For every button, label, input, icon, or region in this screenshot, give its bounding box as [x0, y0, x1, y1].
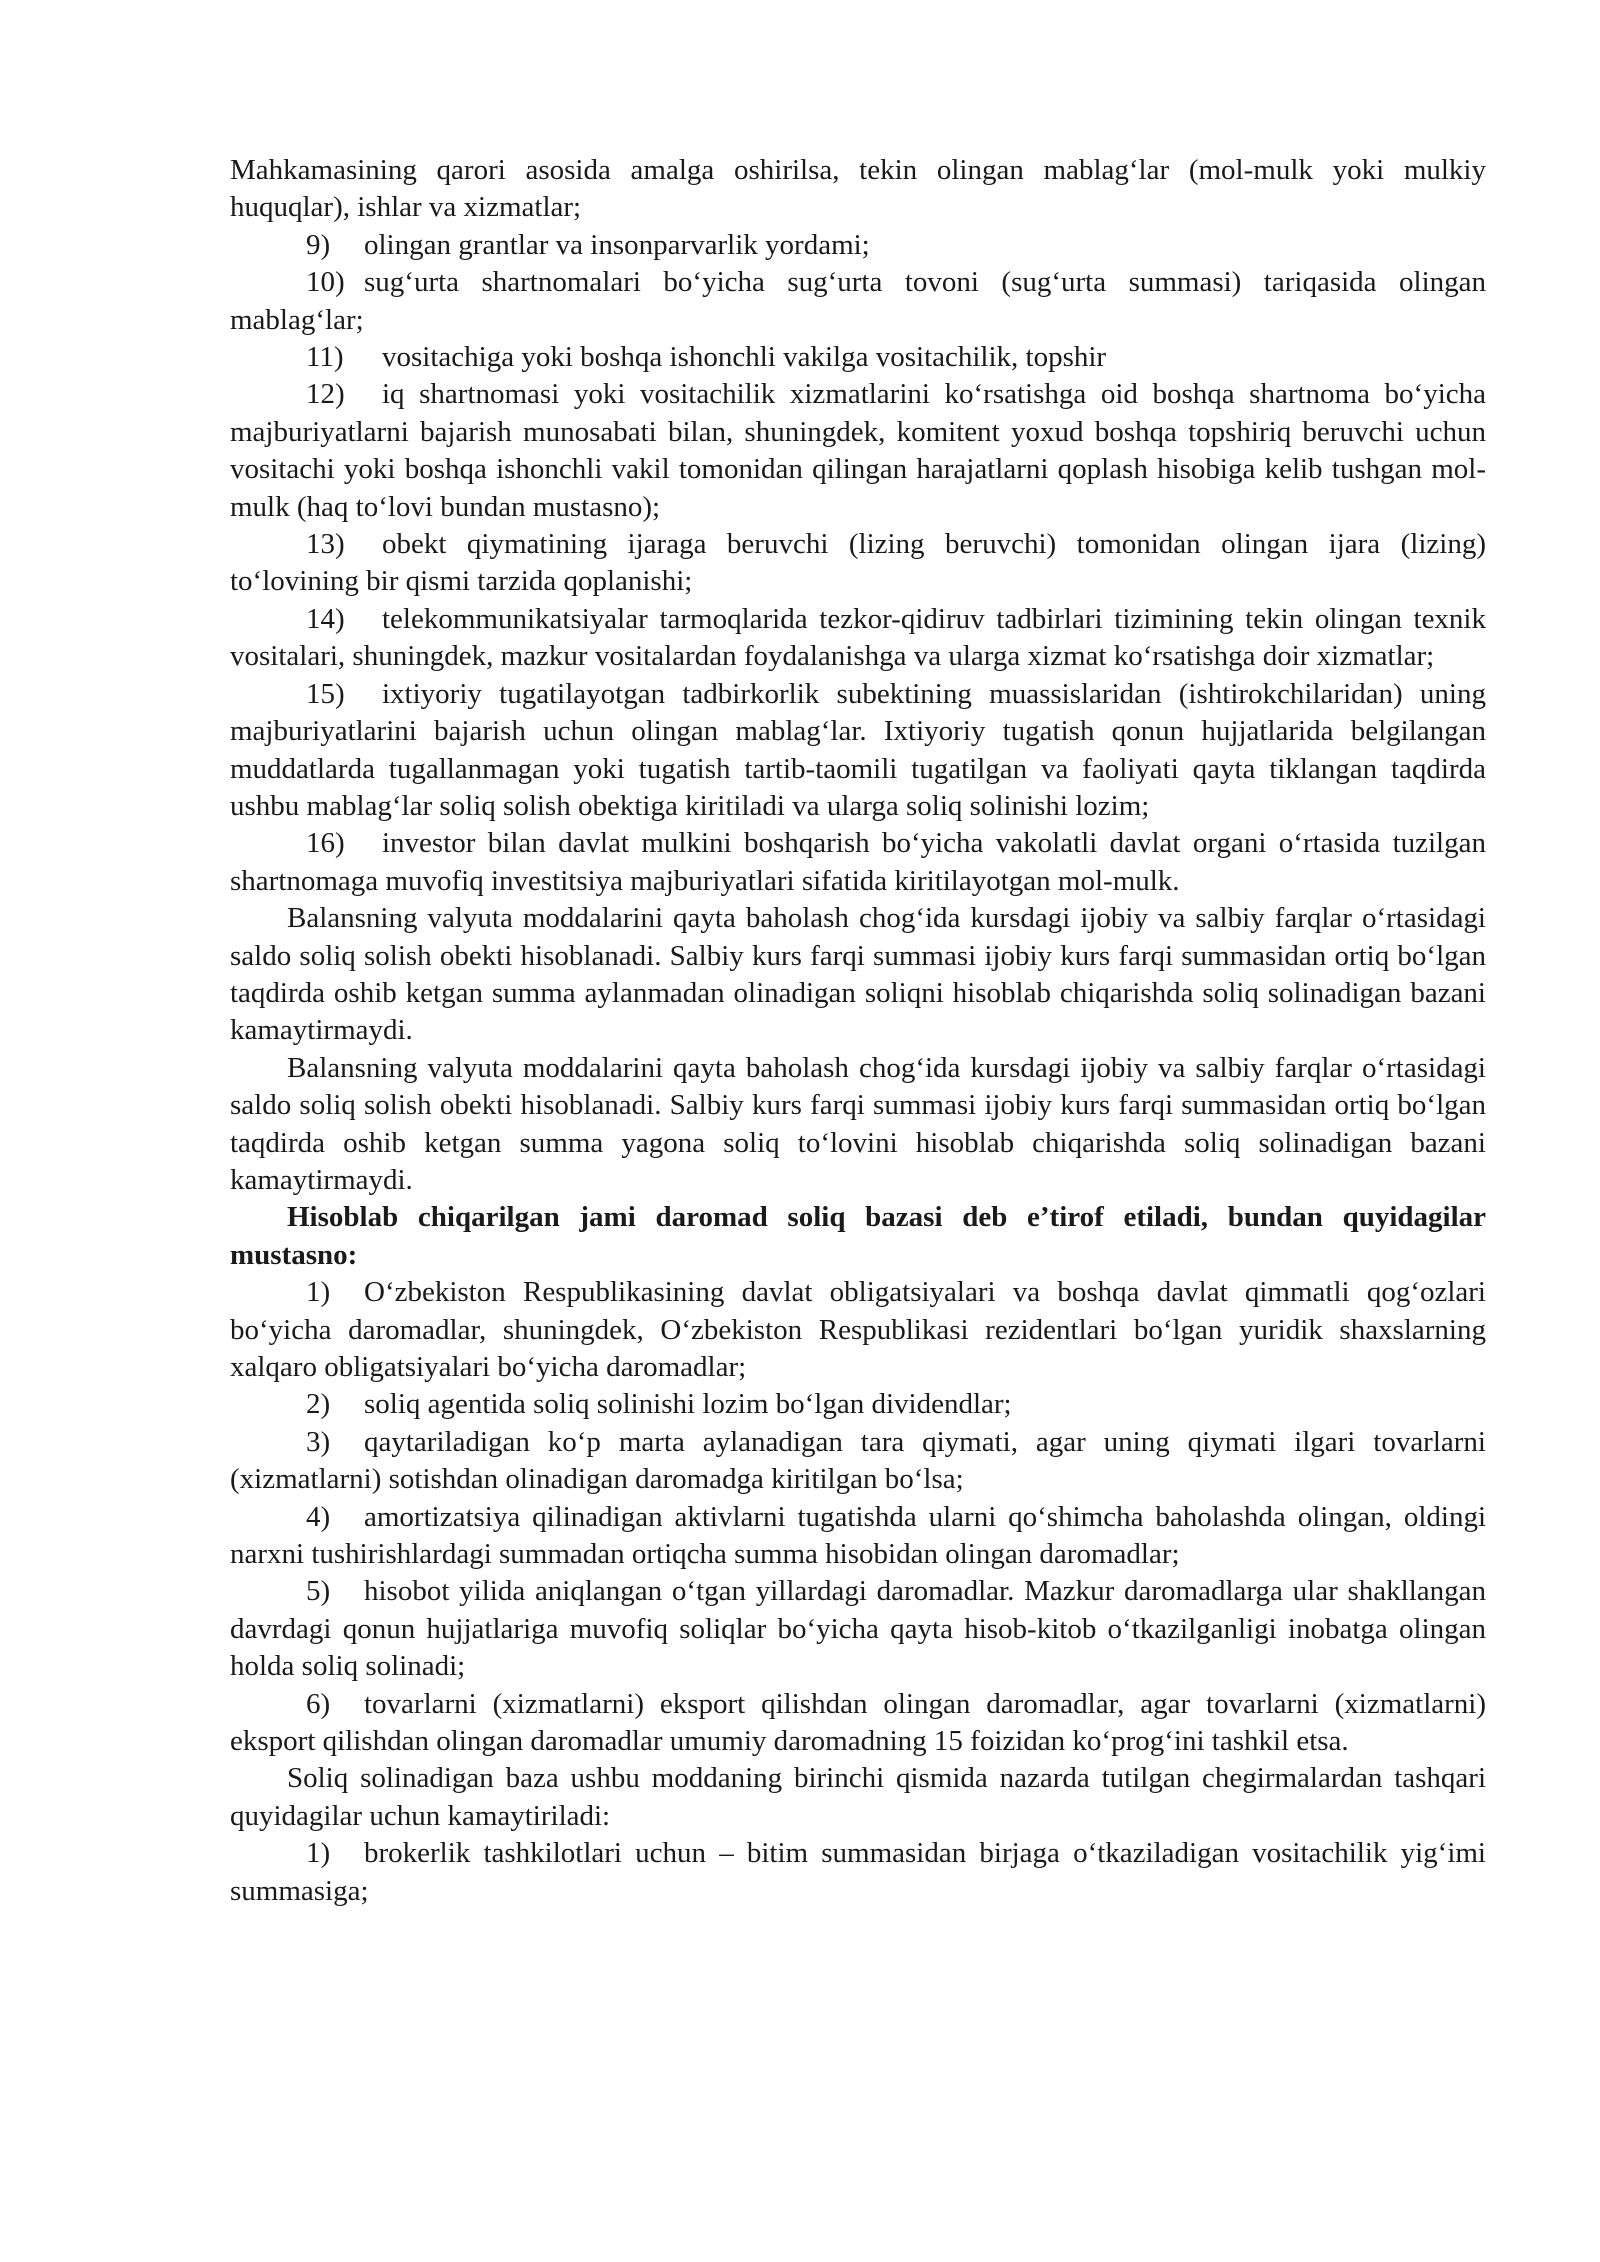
list-text: hisobot yilida aniqlangan o‘tgan yillardagi daromadlar. Mazkur daromadlarga ular shakllangan davrdagi qonun hujjatlariga muvofiq soliqlar bo‘yicha qayta hisob-kitob o‘tkazilganligi inobatga olingan holda soliq solinadi; [230, 1575, 1486, 1683]
list-text: iq shartnomasi yoki vositachilik xizmatlarini ko‘rsatishga oid boshqa shartnoma bo‘yicha majburiyatlarni bajarish munosabati bilan, shuningdek, komitent yoxud boshqa topshiriq beruvchi uchun vositachi yoki boshqa ishonchli vakil tomonidan qilingan harajatlarni qoplash hisobiga kelib tushgan mol-mulk (haq to‘lovi bundan mustasno); [230, 378, 1486, 523]
list-number: 12) [306, 378, 345, 411]
list-number: 2) [306, 1388, 331, 1421]
list-item [230, 264, 1486, 339]
list-text: qaytariladigan ko‘p marta aylanadigan tara qiymati, agar uning qiymati ilgari tovarlarni (xizmatlarni) sotishdan olinadigan daromadga kiritilgan bo‘lsa; [230, 1425, 1486, 1496]
list-item [230, 1499, 1486, 1574]
list-item [230, 1573, 1486, 1685]
list-item [230, 526, 1486, 601]
list-text: ixtiyoriy tugatilayotgan tadbirkorlik subektining muassislaridan (ishtirokchilaridan) uning majburiyatlarini bajarish uchun olingan mablag‘lar. Ixtiyoriy tugatish qonun hujjatlarida belgilangan muddatlarda tugallanmagan yoki tugatish tartib-taomili tugatilgan va faoliyati qayta tiklangan taqdirda ushbu mablag‘lar soliq solish obektiga kiritiladi va ularga soliq solinishi lozim; [230, 677, 1486, 822]
list-item [230, 339, 1486, 376]
body-paragraph: Balansning valyuta moddalarini qayta baholash chog‘ida kursdagi ijobiy va salbiy farqlar o‘rtasidagi saldo soliq solish obekti hisoblanadi. Salbiy kurs farqi summasi ijobiy kurs farqi summasidan ortiq bo‘lgan taqdirda oshib ketgan summa yagona soliq to‘lovini hisoblab chiqarishda soliq solinadigan bazani kamaytirmaydi. [230, 1051, 1486, 1196]
list-text: amortizatsiya qilinadigan aktivlarni tugatishda ularni qo‘shimcha baholashda olingan, oldingi narxni tushirishlardagi summadan ortiqcha summa hisobidan olingan daromadlar; [230, 1500, 1486, 1571]
list-number: 10) [306, 266, 345, 299]
list-item [230, 227, 1486, 264]
continuation-paragraph: Mahkamasining qarori asosida amalga oshirilsa, tekin olingan mablag‘lar (mol-mulk yoki mulkiy huquqlar), ishlar va xizmatlar; [230, 154, 1486, 224]
list-item [230, 825, 1486, 900]
list-text: olingan grantlar va insonparvarlik yordami; [364, 228, 870, 261]
list-text: investor bilan davlat mulkini boshqarish bo‘yicha vakolatli davlat organi o‘rtasida tuzilgan shartnomaga muvofiq investitsiya majburiyatlari sifatida kiritilayotgan mol-mulk. [230, 827, 1486, 897]
list-number: 16) [306, 827, 345, 860]
list-text: brokerlik tashkilotlari uchun – bitim summasidan birjaga o‘tkaziladigan vositachilik yig‘imi summasiga; [230, 1837, 1486, 1907]
list-item [230, 1274, 1486, 1386]
list-item [230, 1424, 1486, 1499]
list-number: 3) [306, 1425, 331, 1458]
list-number: 11) [306, 341, 344, 374]
list-text: O‘zbekiston Respublikasining davlat obligatsiyalari va boshqa davlat qimmatli qog‘ozlari bo‘yicha daromadlar, shuningdek, O‘zbekiston Respublikasi rezidentlari bo‘lgan yuridik shaxslarning xalqaro obligatsiyalari bo‘yicha daromadlar; [230, 1276, 1486, 1383]
bold-heading: Hisoblab chiqarilgan jami daromad soliq bazasi deb e’tirof etiladi, bundan quyidagilar mustasno: [230, 1201, 1486, 1271]
list-text: obekt qiymatining ijaraga beruvchi (lizing beruvchi) tomonidan olingan ijara (lizing) to‘lovining bir qismi tarzida qoplanishi; [230, 528, 1486, 598]
list-text: tovarlarni (xizmatlarni) eksport qilishdan olingan daromadlar, agar tovarlarni (xizmatlarni) eksport qilishdan olingan daromadlar umumiy daromadning 15 foizidan ko‘prog‘ini tashkil etsa. [230, 1687, 1486, 1758]
list-number: 5) [306, 1575, 331, 1608]
list-number: 1) [306, 1276, 331, 1309]
list-number: 1) [306, 1837, 331, 1870]
list-item [230, 676, 1486, 826]
list-item [230, 376, 1486, 526]
list-number: 15) [306, 677, 345, 710]
list-item [230, 1835, 1486, 1910]
body-paragraph: Soliq solinadigan baza ushbu moddaning birinchi qismida nazarda tutilgan chegirmalardan tashqari quyidagilar uchun kamaytiriladi: [230, 1762, 1486, 1832]
list-item [230, 601, 1486, 676]
list-number: 9) [306, 228, 331, 261]
list-number: 4) [306, 1500, 331, 1533]
list-text: soliq agentida soliq solinishi lozim bo‘lgan dividendlar; [364, 1388, 1012, 1421]
list-text: vositachiga yoki boshqa ishonchli vakilga vositachilik, topshir [382, 341, 1107, 374]
list-number: 14) [306, 602, 345, 635]
list-text: sug‘urta shartnomalari bo‘yicha sug‘urta tovoni (sug‘urta summasi) tariqasida olingan mablag‘lar; [230, 266, 1486, 336]
list-text: telekommunikatsiyalar tarmoqlarida tezkor-qidiruv tadbirlari tizimining tekin olingan texnik vositalari, shuningdek, mazkur vositalardan foydalanishga va ularga xizmat ko‘rsatishga doir xizmatlar; [230, 602, 1486, 673]
body-paragraph: Balansning valyuta moddalarini qayta baholash chog‘ida kursdagi ijobiy va salbiy farqlar o‘rtasidagi saldo soliq solish obekti hisoblanadi. Salbiy kurs farqi summasi ijobiy kurs farqi summasidan ortiq bo‘lgan taqdirda oshib ketgan summa aylanmadan olinadigan soliqni hisoblab chiqarishda soliq solinadigan bazani kamaytirmaydi. [230, 902, 1486, 1047]
list-number: 13) [306, 528, 345, 561]
list-number: 6) [306, 1687, 331, 1720]
list-item [230, 1386, 1486, 1423]
document-page [230, 152, 1486, 1910]
list-item [230, 1686, 1486, 1761]
